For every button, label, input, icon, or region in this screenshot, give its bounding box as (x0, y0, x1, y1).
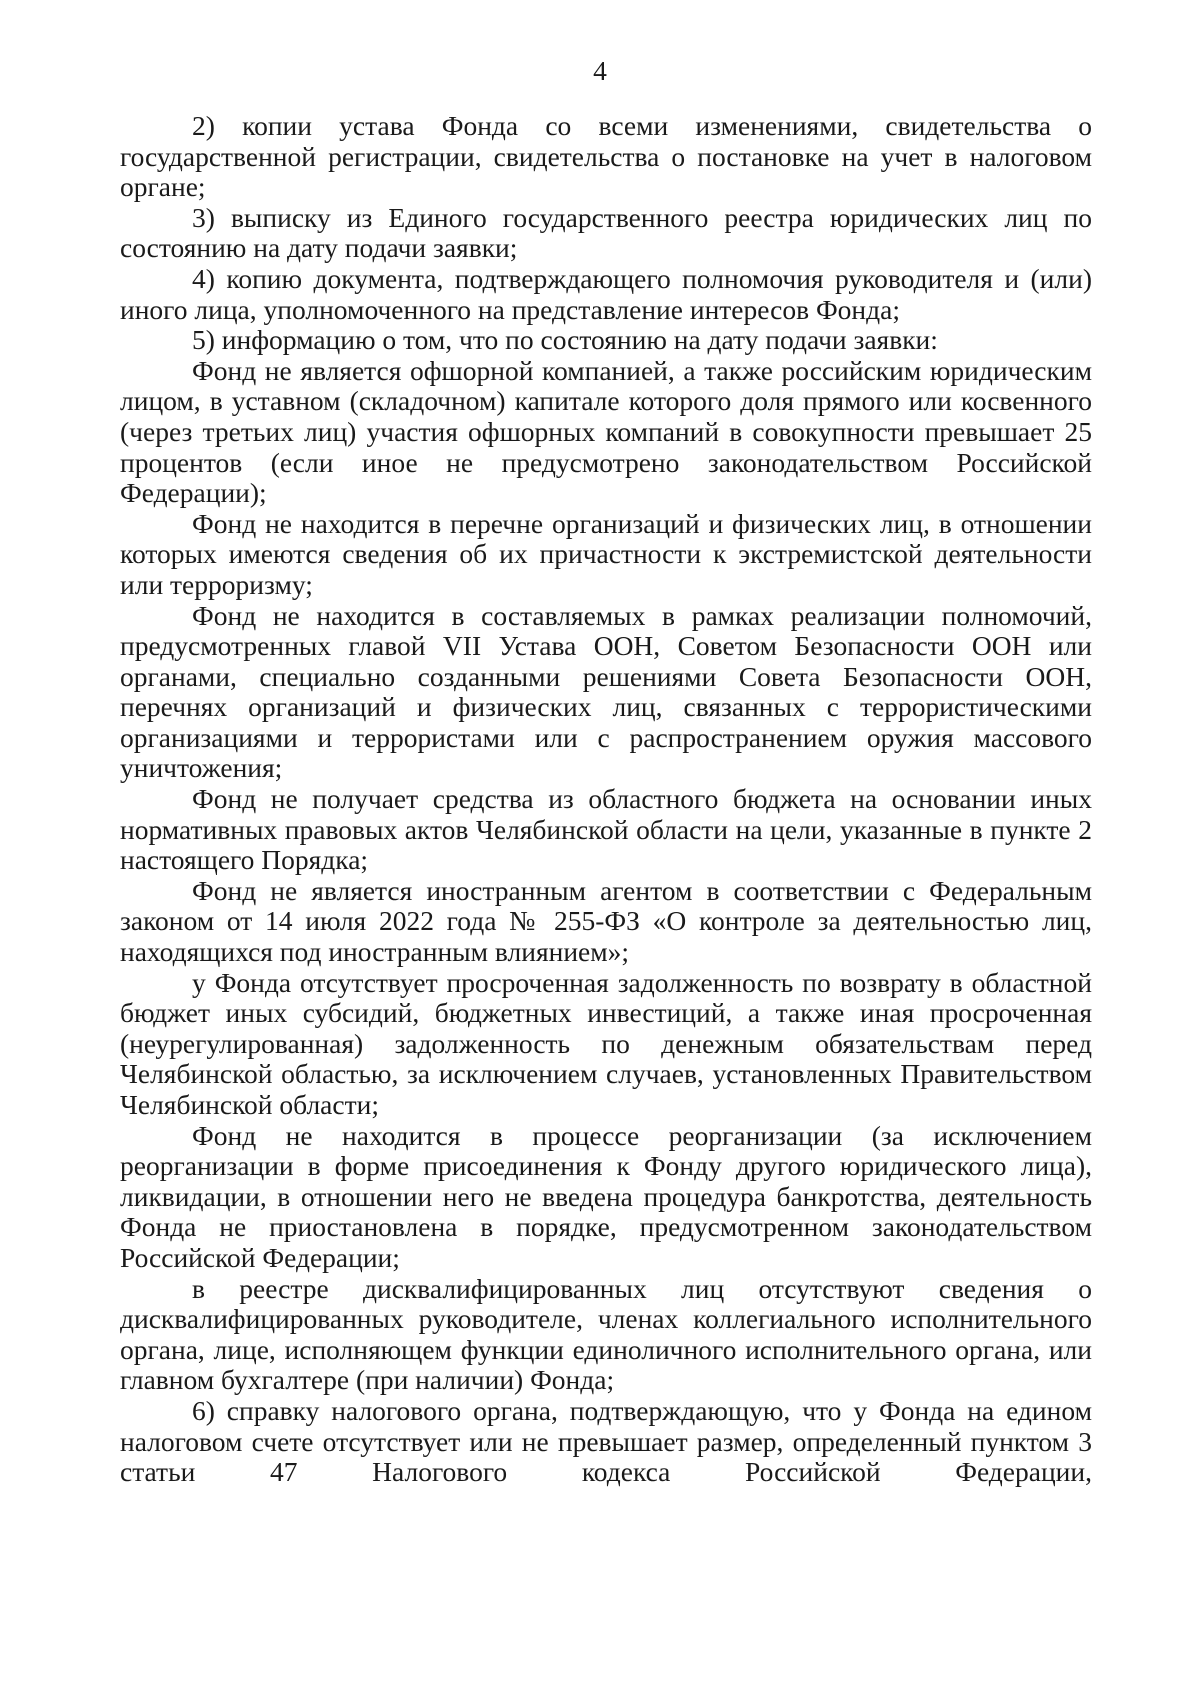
page-number: 4 (593, 55, 607, 86)
paragraph-no-reorganization: Фонд не находится в процессе реорганизации (за исключением реорганизации в форме присоединения к Фонду другого юридического лица), ликвидации, в отношении него не введена процедура банкротства, деятельность Фонда не приостановлена в порядке, предусмотренном законодательством Российской Федерации; (120, 1119, 1092, 1273)
paragraph-offshore-status: Фонд не является офшорной компанией, а также российским юридическим лицом, в уставном (складочном) капитале которого доля прямого или косвенного (через третьих лиц) участия офшорных компаний в совокупности превышает 25 процентов (если иное не предусмотрено законодательством Российской Федерации); (120, 354, 1092, 509)
paragraph-item-4-authority-document: 4) копию документа, подтверждающего полномочия руководителя и (или) иного лица, уполномоченного на представление интересов Фонда; (120, 262, 1092, 325)
paragraph-item-3-registry-extract: 3) выписку из Единого государственного реестра юридических лиц по состоянию на дату подачи заявки; (120, 201, 1092, 264)
paragraph-foreign-agent-status: Фонд не является иностранным агентом в соответствии с Федеральным законом от 14 июля 2022 года № 255-ФЗ «О контроле за деятельностью лиц, находящихся под иностранным влиянием»; (120, 874, 1092, 968)
paragraph-un-sanctions-list: Фонд не находится в составляемых в рамках реализации полномочий, предусмотренных главой VII Устава ООН, Советом Безопасности ООН или органами, специально созданными решениями Совета Безопасности ООН, перечнях организаций и физических лиц, связанных с террористическими организациями и террористами или с распространением оружия массового уничтожения; (120, 599, 1092, 784)
paragraph-item-5-information-intro: 5) информацию о том, что по состоянию на дату подачи заявки: (192, 324, 938, 356)
paragraph-extremism-list: Фонд не находится в перечне организаций и физических лиц, в отношении которых имеются сведения об их причастности к экстремистской деятельности или терроризму; (120, 507, 1092, 600)
paragraph-no-overdue-debt: у Фонда отсутствует просроченная задолженность по возврату в областной бюджет иных субсидий, бюджетных инвестиций, а также иная просроченная (неурегулированная) задолженность по денежным обязательствам перед Челябинской областью, за исключением случаев, установленных Правительством Челябинской области; (120, 966, 1092, 1120)
paragraph-item-6-tax-certificate: 6) справку налогового органа, подтверждающую, что у Фонда на едином налоговом счете отсутствует или не превышает размер, определенный пунктом 3 статьи 47 Налогового кодекса Российской Федерации, (120, 1394, 1092, 1488)
paragraph-item-2-charter-copies: 2) копии устава Фонда со всеми изменениями, свидетельства о государственной регистрации, свидетельства о постановке на учет в налоговом органе; (120, 110, 1092, 203)
paragraph-no-other-budget-funds: Фонд не получает средства из областного бюджета на основании иных нормативных правовых актов Челябинской области на цели, указанные в пункте 2 настоящего Порядка; (120, 783, 1092, 876)
paragraph-disqualified-persons-registry: в реестре дисквалифицированных лиц отсутствуют сведения о дисквалифицированных руководителе, членах коллегиального исполнительного органа, лице, исполняющем функции единоличного исполнительного органа, или главном бухгалтере (при наличии) Фонда; (120, 1272, 1092, 1396)
document-body (120, 111, 1092, 1488)
